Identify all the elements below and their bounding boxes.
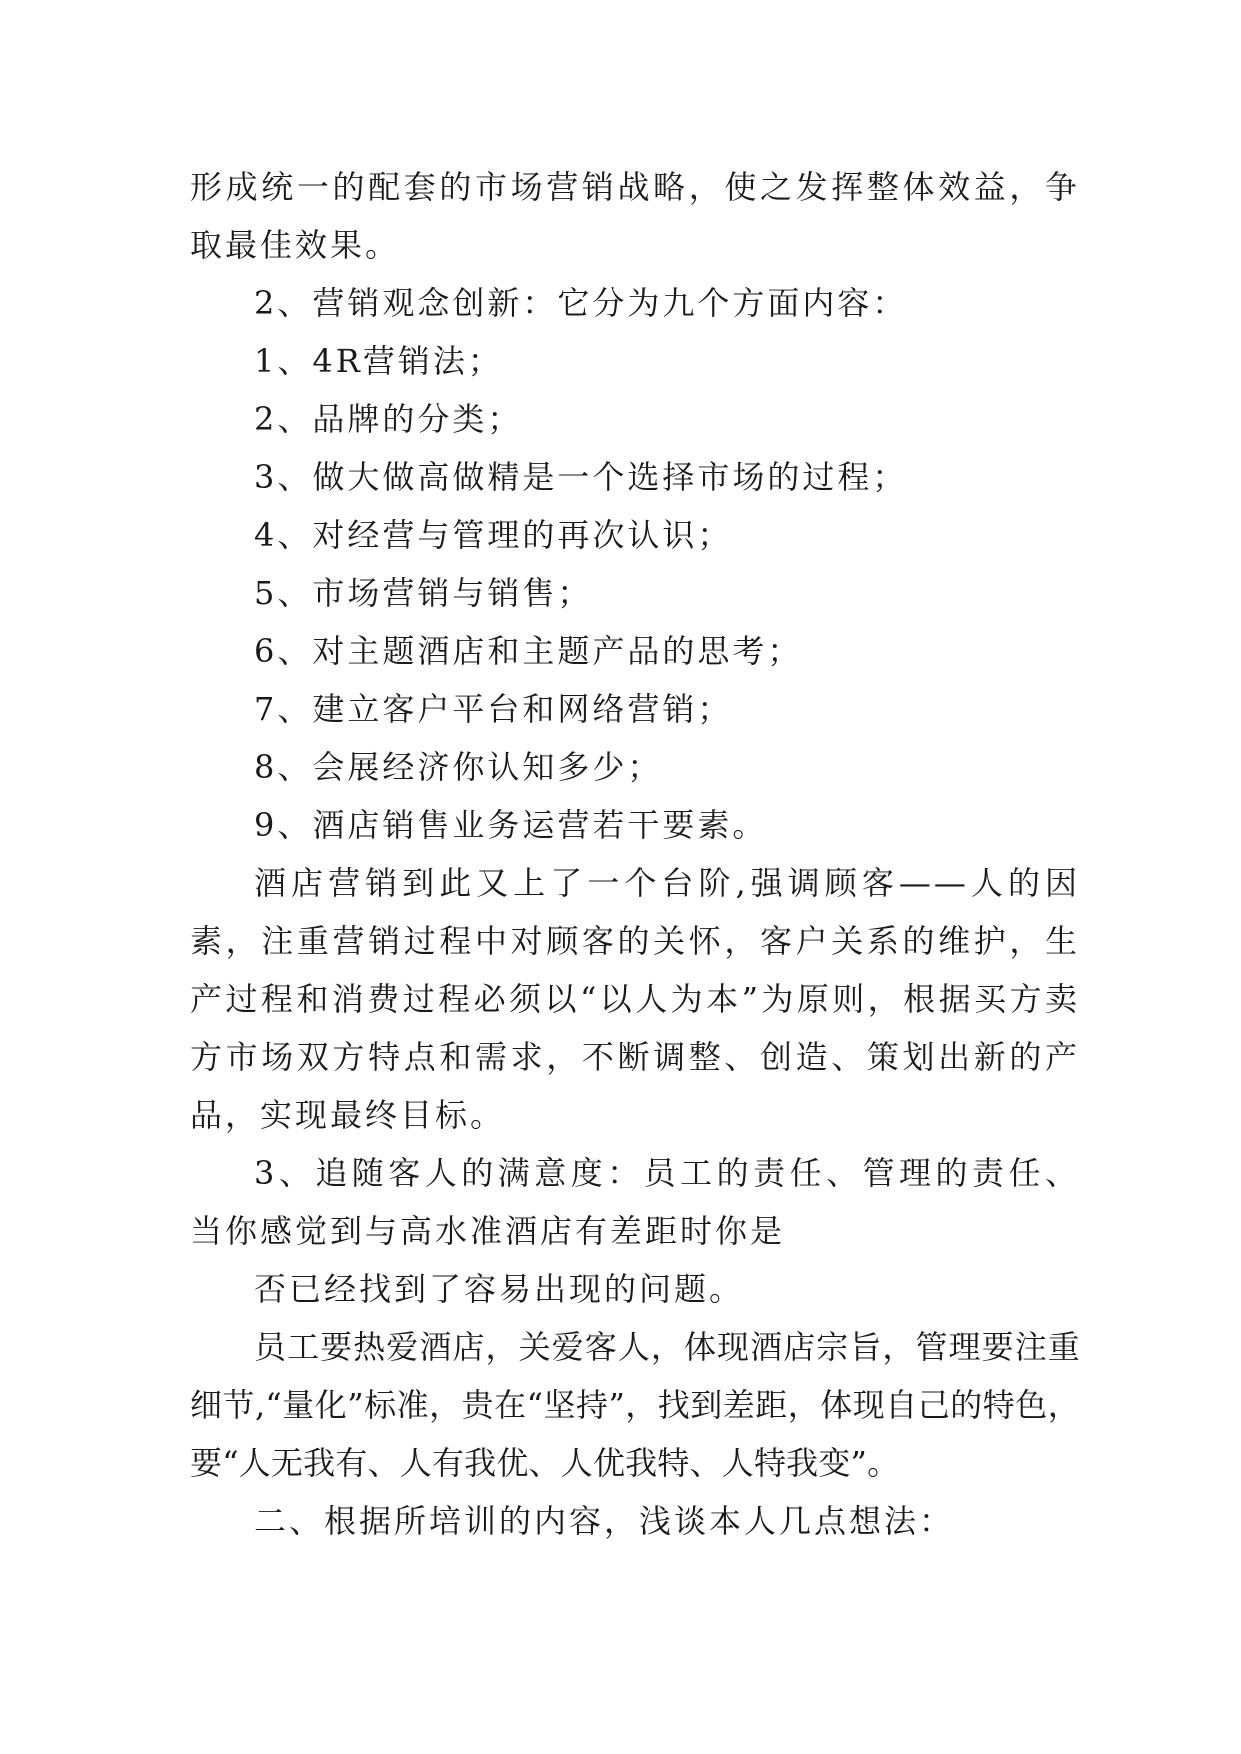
list-item: 8、会展经济你认知多少； <box>254 748 663 786</box>
paragraph-continuation: 形成统一的配套的市场营销战略，使之发挥整体效益，争取最佳效果。 <box>190 168 1080 264</box>
list-item: 7、建立客户平台和网络营销； <box>254 690 733 728</box>
section-heading-thoughts: 二、根据所培训的内容，浅谈本人几点想法： <box>254 1502 955 1540</box>
paragraph-satisfaction-followup: 否已经找到了容易出现的问题。 <box>254 1270 745 1308</box>
paragraph-staff-requirements: 员工要热爱酒店，关爱客人，体现酒店宗旨，管理要注重细节,“量化”标准，贵在“坚持”，找到差距，体现自己的特色，要“人无我有、人有我优、人优我特、人特我变”。 <box>190 1328 1080 1482</box>
list-item: 5、市场营销与销售； <box>254 574 593 612</box>
paragraph-satisfaction-heading: 3、追随客人的满意度：员工的责任、管理的责任、当你感觉到与高水准酒店有差距时你是 <box>190 1154 1080 1250</box>
list-item: 1、4R营销法； <box>254 342 503 380</box>
paragraph-customer-focus: 酒店营销到此又上了一个台阶,强调顾客——人的因素，注重营销过程中对顾客的关怀，客户关系的维护，生产过程和消费过程必须以“以人为本”为原则，根据买方卖方市场双方特点和需求，不断调整、创造、策划出新的产品，实现最终目标。 <box>190 864 1080 1134</box>
list-item: 4、对经营与管理的再次认识； <box>254 516 733 554</box>
list-item: 3、做大做高做精是一个选择市场的过程； <box>254 458 908 496</box>
list-item: 2、品牌的分类； <box>254 400 523 438</box>
list-item: 9、酒店销售业务运营若干要素。 <box>254 806 768 844</box>
paragraph-marketing-innovation-heading: 2、营销观念创新：它分为九个方面内容： <box>254 284 908 322</box>
list-item: 6、对主题酒店和主题产品的思考； <box>254 632 803 670</box>
document-body <box>190 158 1080 1550</box>
